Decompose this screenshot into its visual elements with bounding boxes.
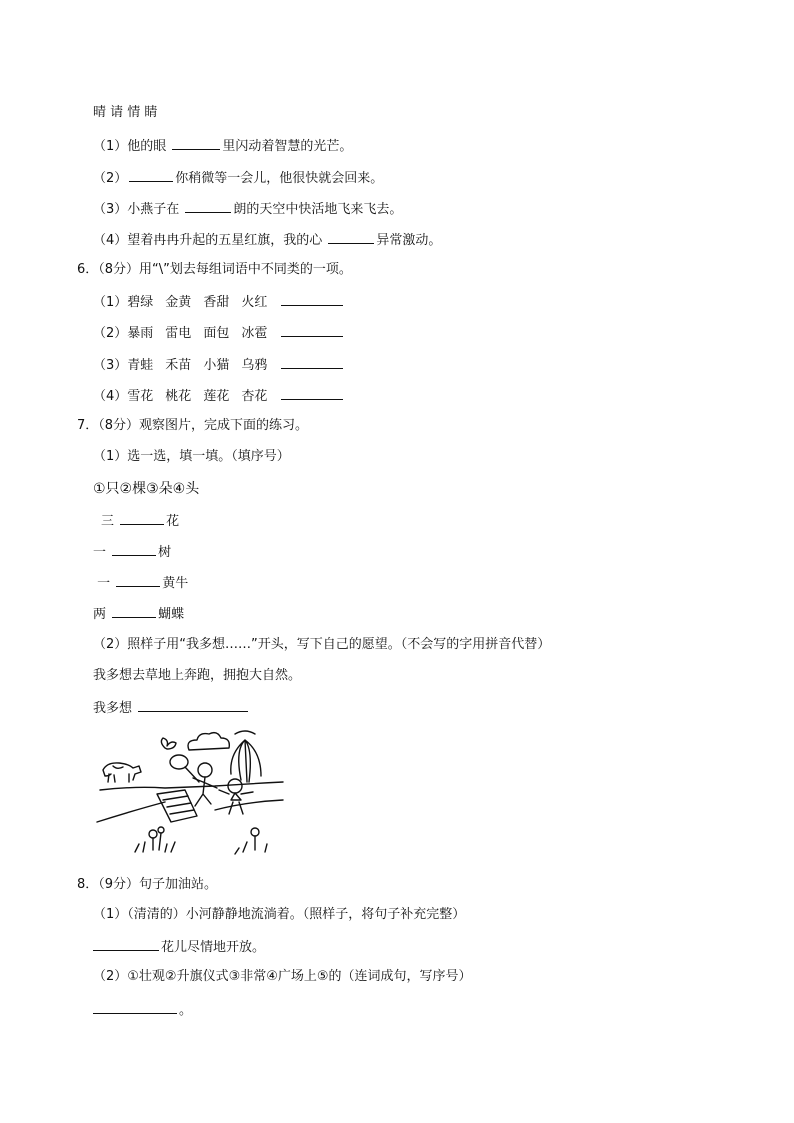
cow-icon [103,763,141,782]
word: 杏花 [241,389,268,404]
path-edge-left [97,802,165,822]
word: 碧绿 [127,295,154,310]
fill-pre: 一 [93,545,111,560]
illustration-children-meadow [95,730,285,860]
q6-item-4 [93,386,345,404]
answer-blank[interactable] [120,511,164,525]
line2-post: 。 [179,1003,193,1018]
answer-blank[interactable] [116,573,160,587]
q7-title: 7．（8分）观察图片，完成下面的练习。 [77,418,309,433]
q7-sub2: （2）照样子用“我多想……”开头，写下自己的愿望。（不会写的字用拼音代替） [93,637,551,652]
q7-answer [93,698,250,716]
answer-blank[interactable] [93,937,159,951]
answer-blank[interactable] [281,355,343,369]
horizon-line [100,782,283,790]
flower-icon [149,830,157,838]
q6-item-3 [93,355,345,373]
q5-item-2-post: 你稍微等一会儿，他很快就会回来。 [175,171,384,186]
q8-line2 [93,1000,192,1018]
q8-sub1: （1）（清清的）小河静静地流淌着。（照样子，将句子补充完整） [93,907,466,922]
answer-blank[interactable] [93,1000,177,1014]
q7-example: 我多想去草地上奔跑，拥抱大自然。 [93,668,302,683]
fill-post: 蝴蝶 [158,607,185,622]
q5-options: 晴 请 情 睛 [93,105,158,120]
word: 金黄 [165,295,192,310]
item-label: （3） [93,358,128,373]
answer-blank[interactable] [281,386,343,400]
word: 冰雹 [241,326,268,341]
q6-item-2 [93,323,345,341]
q5-item-4-post: 异常激动。 [376,233,442,248]
q6-item-1 [93,292,345,310]
fill-post: 黄牛 [162,576,189,591]
line1-post: 花儿尽情地开放。 [161,940,266,955]
girl-head [228,779,242,793]
q7-choices: ①只②棵③朵④头 [93,481,200,497]
q5-item-1 [93,136,352,154]
word: 莲花 [203,389,230,404]
q7-sub1: （1）选一选，填一填。（填序号） [93,449,290,464]
q5-item-1-pre: （1）他的眼 [93,139,171,154]
q5-item-3-post: 朗的天空中快活地飞来飞去。 [233,202,403,217]
word: 暴雨 [127,326,154,341]
item-label: （1） [93,295,128,310]
word: 桃花 [165,389,192,404]
answer-blank[interactable] [129,168,173,182]
q5-item-3 [93,199,402,217]
word: 青蛙 [127,358,154,373]
path-edge-right [215,800,283,810]
q8-sub2: （2）①壮观②升旗仪式③非常④广场上⑤的（连词成句，写序号） [93,969,472,984]
answer-blank[interactable] [281,323,343,337]
answer-blank[interactable] [112,542,156,556]
cloud-icon [188,733,229,750]
q5-item-2 [93,168,383,186]
word: 雪花 [127,389,154,404]
q7-fill-1 [93,511,179,529]
q7-fill-2 [93,542,171,560]
fill-post: 花 [166,514,180,529]
answer-blank[interactable] [328,230,374,244]
flower-icon [251,828,259,836]
q6-title: 6．（8分）用“\”划去每组词语中不同类的一项。 [77,262,352,277]
word: 乌鸦 [241,358,268,373]
fill-post: 树 [158,545,172,560]
fill-pre: 一 [93,576,115,591]
answer-blank[interactable] [138,698,248,712]
word: 小猫 [203,358,230,373]
fill-pre: 两 [93,607,111,622]
item-label: （2） [93,326,128,341]
word: 火红 [241,295,268,310]
q5-item-4 [93,230,441,248]
answer-prefix: 我多想 [93,701,137,716]
q8-title: 8．（9分）句子加油站。 [77,877,218,892]
fill-pre: 三 [101,514,119,529]
q5-item-1-post: 里闪动着智慧的光芒。 [222,139,353,154]
boy-icon [193,777,217,806]
tree-icon [231,740,261,782]
q5-item-3-pre: （3）小燕子在 [93,202,184,217]
q7-fill-3 [93,573,188,591]
answer-blank[interactable] [172,136,220,150]
answer-blank[interactable] [281,292,343,306]
q8-line1 [93,937,265,955]
answer-blank[interactable] [112,604,156,618]
q5-item-4-pre: （4）望着冉冉升起的五星红旗，我的心 [93,233,327,248]
girl-icon [219,790,253,814]
word: 雷电 [165,326,192,341]
item-label: （4） [93,389,128,404]
answer-blank[interactable] [185,199,231,213]
q7-fill-4 [93,604,184,622]
boy-head [198,763,212,777]
word: 禾苗 [165,358,192,373]
word: 面包 [203,326,230,341]
q5-item-2-pre: （2） [93,171,128,186]
word: 香甜 [203,295,230,310]
butterfly-icon [161,738,176,749]
